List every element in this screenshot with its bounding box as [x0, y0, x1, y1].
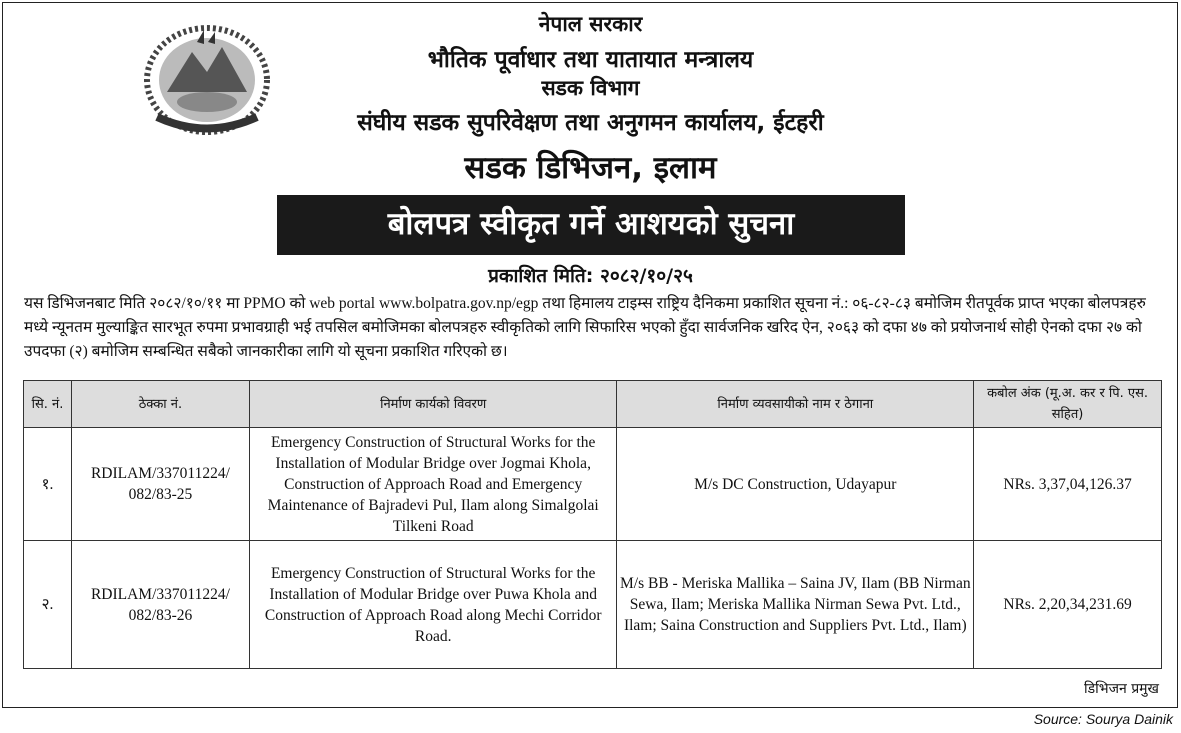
- table-row: [24, 428, 1162, 541]
- division-title: सडक डिभिजन, इलाम: [464, 150, 717, 186]
- table-row: [24, 541, 1162, 669]
- notice-body: यस डिभिजनबाट मिति २०८२/१०/११ मा PPMO को web portal www.bolpatra.gov.np/egp तथा हिमालय टाइम्स राष्ट्रिय दैनिकमा प्रकाशित सूचना नं.: ०६-८२-८३ बमोजिम रीतपूर्वक प्राप्त भएका बोलपत्रहरु मध्ये न्यूनतम मुल्याङ्कित सारभूत रुपमा प्रभावग्राही भई तपसिल बमोजिमका बोलपत्रहरु स्वीकृतिको लागि सिफारिस भएको हुँदा सार्वजनिक खरिद ऐन, २०६३ को दफा ४७ को प्रयोजनार्थ सोही ऐनको दफा २७ को उपदफा (२) बमोजिम सम्बन्धित सबैको जानकारीका लागि यो सूचना प्रकाशित गरिएको छ।: [24, 295, 1146, 360]
- ministry-title: भौतिक पूर्वाधार तथा यातायात मन्त्रालय: [427, 47, 754, 73]
- cell-description: Emergency Construction of Structural Works for the Installation of Modular Bridge over Puwa Khola and Construction of Approach Road along Mechi Corridor Road.: [249, 541, 617, 669]
- cell-amount: NRs. 3,37,04,126.37: [974, 428, 1162, 541]
- department-title: सडक विभाग: [541, 76, 640, 100]
- cell-contract: RDILAM/337011224/ 082/83-25: [71, 428, 249, 541]
- cell-contractor: M/s DC Construction, Udayapur: [617, 428, 974, 541]
- table-header-row: [24, 381, 1162, 428]
- published-date: प्रकाशित मिति: २०८२/१०/२५: [488, 265, 693, 287]
- signature-label: डिभिजन प्रमुख: [1084, 681, 1159, 697]
- cell-contract: RDILAM/337011224/ 082/83-26: [71, 541, 249, 669]
- header-contractor: निर्माण व्यवसायीको नाम र ठेगाना: [617, 381, 974, 428]
- office-title: संघीय सडक सुपरिवेक्षण तथा अनुगमन कार्यालय, ईटहरी: [357, 110, 824, 136]
- header-amount: कबोल अंक (मू.अ. कर र पि. एस. सहित): [974, 381, 1162, 428]
- header-sn: सि. नं.: [24, 381, 72, 428]
- government-title: नेपाल सरकार: [538, 12, 643, 36]
- notice-banner: बोलपत्र स्वीकृत गर्ने आशयको सुचना: [277, 195, 905, 255]
- cell-sn: २.: [24, 541, 72, 669]
- cell-description: Emergency Construction of Structural Works for the Installation of Modular Bridge over Jogmai Khola, Construction of Approach Road and Emergency Maintenance of Bajradevi Pul, Ilam along Simalgolai Tilkeni Road: [249, 428, 617, 541]
- source-credit: Source: Sourya Dainik: [1033, 711, 1173, 727]
- header-contract: ठेक्का नं.: [71, 381, 249, 428]
- cell-sn: १.: [24, 428, 72, 541]
- cell-contractor: M/s BB - Meriska Mallika – Saina JV, Ilam (BB Nirman Sewa, Ilam; Meriska Mallika Nirman Sewa Pvt. Ltd., Ilam; Saina Construction and Suppliers Pvt. Ltd., Ilam): [617, 541, 974, 669]
- award-table: [23, 380, 1162, 669]
- header-description: निर्माण कार्यको विवरण: [249, 381, 617, 428]
- cell-amount: NRs. 2,20,34,231.69: [974, 541, 1162, 669]
